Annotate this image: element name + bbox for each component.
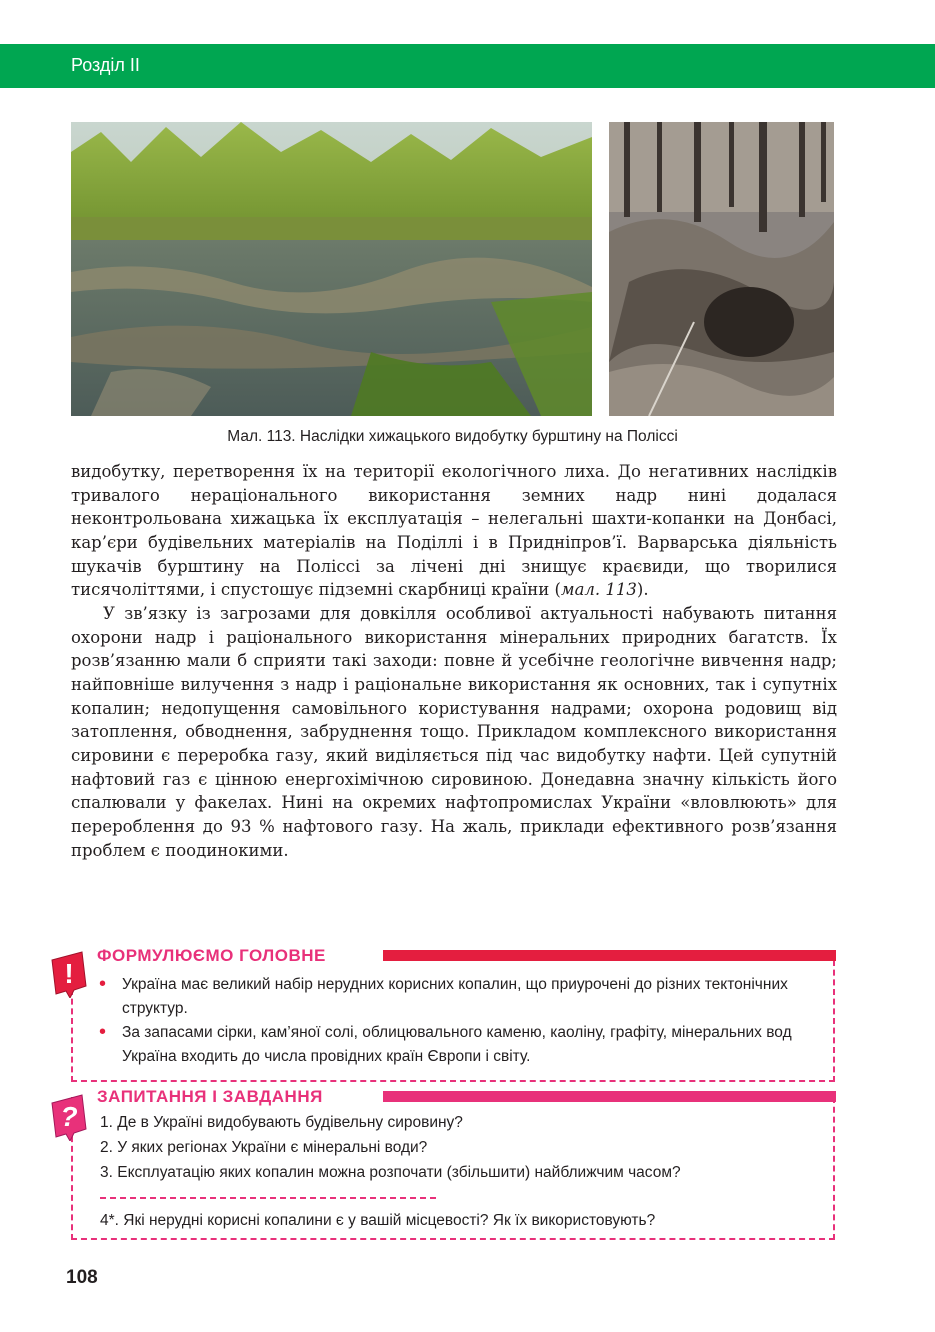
paragraph-1-end: ). [636,580,649,600]
paragraph-1-text: видобутку, перетворення їх на території екологічного лиха. До негативних наслідків тривалого нераціонального використання земних надр нині додалася неконтрольована хижацька їх експлуатація – нелегальні шахти-копанки на Донбасі, кар’єри будівельних матеріалів на Поділлі і в Придніпров’ї. Варварська діяльність шукачів бурштину на Поліссі за лічені дні знищує краєвиди, що творилися тисячоліттями, і спустошує підземні скарбниці країни ( [71,462,837,600]
section-title: Розділ ІІ [71,55,140,75]
question-item: 3. Експлуатацію яких копалин можна розпочати (збільшити) найближчим часом? [100,1164,681,1181]
list-item [97,973,830,1021]
exclamation-icon [48,950,88,998]
page-number: 108 [66,1267,98,1288]
list-item-text: Україна має великий набір нерудних корисних копалин, що приурочені до різних тектонічних структур. [122,976,788,1017]
extra-questions-list [100,1208,830,1233]
summary-title-bar [383,950,836,961]
summary-list [97,973,830,1069]
swamp-landscape-photo [71,122,592,416]
bullet-dot-icon: • [99,1021,107,1043]
questions-title-bar [383,1091,836,1102]
main-text [71,460,837,862]
question-item: 1. Де в Україні видобувають будівельну сировину? [100,1114,463,1131]
figure-caption: Мал. 113. Наслідки хижацького видобутку бурштину на Поліссі [227,428,678,445]
list-item [97,1021,830,1069]
exclamation-symbol: ! [64,958,74,989]
question-mark-icon [48,1093,88,1141]
paragraph-2: У зв’язку із загрозами для довкілля особливої актуальності набувають питання охорони надр і раціонального використання мінеральних природних багатств. Їх розв’язанню мали б сприяти такі заходи: повне й усебічне геологічне вивчення надр; найповніше вилучення з надр і раціональне використання як основних, так і супутніх копалин; недопущення самовільного користування надрами; охорона родовищ від затоплення, обводнення, забруднення тощо. Прикладом комплексного використання сировини є переробка газу, який виділяється під час видобутку нафти. Цей супутній нафтовий газ є цінною енергохімічною сировиною. Донедавна значну кількість його спалювали у факелах. Нині на окремих нафтопромислах України «вловлюють» для перероблення до 93 % нафтового газу. На жаль, приклади ефективного розв’язання проблем є поодинокими. [71,603,837,860]
dug-forest-ground-photo [609,122,834,416]
dashed-separator [100,1197,436,1199]
question-symbol: ? [60,1101,78,1132]
figure-reference: мал. 113 [560,580,637,600]
summary-box-title: ФОРМУЛЮЄМО ГОЛОВНЕ [97,946,334,966]
question-item: 2. У яких регіонах України є мінеральні води? [100,1139,428,1156]
questions-list [100,1110,830,1185]
question-item: 4*. Які нерудні корисні копалини є у вашій місцевості? Як їх використовують? [100,1212,656,1229]
list-item-text: За запасами сірки, кам’яної солі, облицювального каменю, каоліну, графіту, мінеральних вод Україна входить до числа провідних країн Європи і світу. [122,1024,792,1065]
section-header-bar [0,44,935,88]
paragraph-1 [71,460,837,602]
bullet-dot-icon: • [99,973,107,995]
questions-box-title: ЗАПИТАННЯ І ЗАВДАННЯ [97,1087,331,1107]
